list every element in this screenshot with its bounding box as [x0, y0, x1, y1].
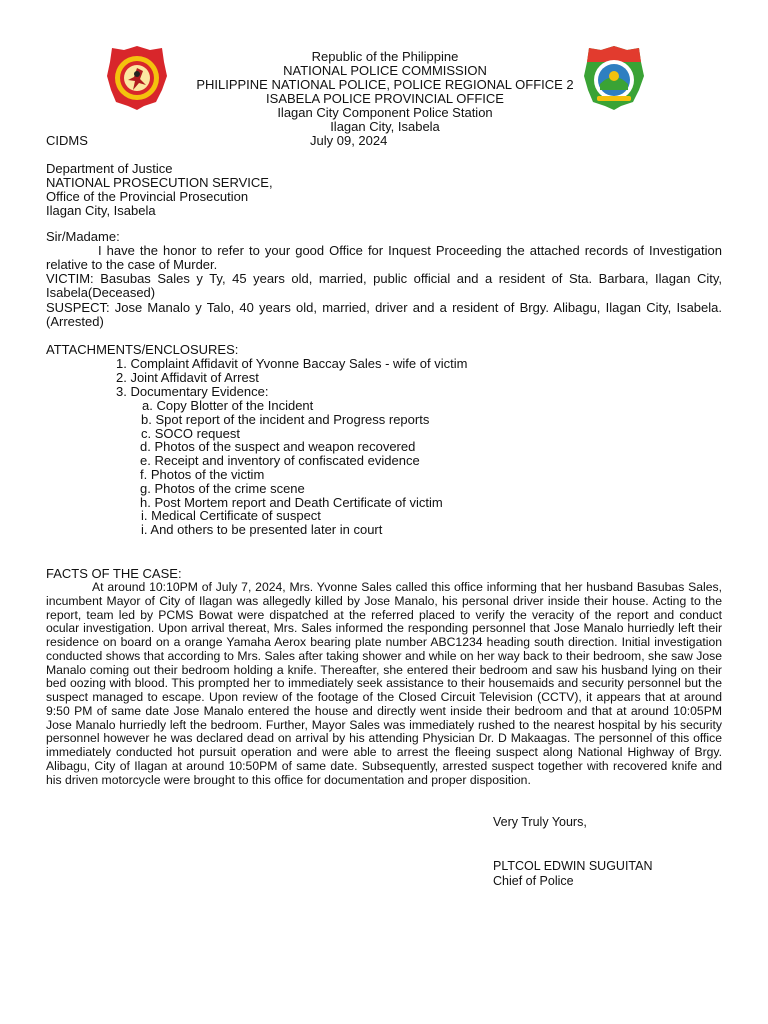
- facts-heading: FACTS OF THE CASE:: [46, 566, 182, 581]
- addressee-line: Office of the Provincial Prosecution: [46, 189, 249, 204]
- addressee-block: [46, 162, 722, 218]
- list-item: 3. Documentary Evidence:: [116, 384, 269, 399]
- attachments-list: [116, 357, 467, 399]
- letterhead-line: NATIONAL POLICE COMMISSION: [283, 63, 487, 78]
- signatory-title: Chief of Police: [493, 874, 574, 888]
- letterhead: [150, 50, 620, 134]
- list-item: h. Post Mortem report and Death Certificate of victim: [140, 494, 443, 510]
- intro-paragraph: I have the honor to refer to your good Office for Inquest Proceeding the attached records of Investigation relative to the case of Murder.: [46, 243, 722, 272]
- letterhead-line: Ilagan City, Isabela: [330, 119, 440, 134]
- facts-paragraph: At around 10:10PM of July 7, 2024, Mrs. Yvonne Sales called this office informing that her husband Basubas Sales, incumbent Mayor of City of Ilagan was allegedly killed by Jose Manalo, his personal driver inside their house. Acting to the report, team led by PCMS Bowat were dispatched at the referred placed to verify the veracity of the report and conduct ocular investigation. Upon arrival thereat, Mrs. Sales informed the responding personnel that Jose Manalo hurriedly left their residence on board on a orange Yamaha Aerox bearing plate number ABC1234 heading south direction. Initial investigation conducted shows that according to Mrs. Sales after taking shower and while on her way back to their bedroom, she saw Jose Manalo coming out their bedroom holding a knife. Thereafter, she entered their bedroom and saw his husband lying on their bed oozing with blood. This prompted her to immediately seek assistance to their housemaids and security personnel but the suspect managed to escape. Upon review of the footage of the Closed Circuit Television (CCTV), it appears that at around 9:50 PM of same date Jose Manalo entered the house and directly went inside their bedroom and that at around 10:05PM Jose Manalo hurriedly left the bedroom. Further, Mayor Sales was immediately rushed to the nearest hospital by his security personnel however he was declared dead on arrival by his attending Physician Dr. D Makaagas. The personnel of this office immediately conducted hot pursuit operation and were able to arrest the fleeing suspect along National Highway of Brgy. Alibagu, City of Ilagan at around 10:50PM of same date. Subsequently, arrested suspect together with recovered knife and his driven motorcycle were brought to this office for documentation and proper disposition.: [46, 580, 722, 787]
- list-item: i. And others to be presented later in court: [141, 522, 383, 538]
- addressee-line: Department of Justice: [46, 161, 173, 176]
- list-item: b. Spot report of the incident and Progress reports: [141, 411, 430, 427]
- signatory-name: PLTCOL EDWIN SUGUITAN: [493, 859, 653, 873]
- evidence-list: [140, 399, 443, 537]
- list-item: g. Photos of the crime scene: [140, 480, 305, 496]
- addressee-line: Ilagan City, Isabela: [46, 203, 156, 218]
- letterhead-line: PHILIPPINE NATIONAL POLICE, POLICE REGIONAL OFFICE 2: [196, 77, 574, 92]
- letterhead-line: ISABELA POLICE PROVINCIAL OFFICE: [266, 91, 504, 106]
- list-item: c. SOCO request: [141, 425, 240, 441]
- list-item: e. Receipt and inventory of confiscated evidence: [140, 453, 420, 469]
- suspect-details: SUSPECT: Jose Manalo y Talo, 40 years old, married, driver and a resident of Brgy. Alibagu, Ilagan City, Isabela. (Arrested): [46, 300, 722, 329]
- list-item: a. Copy Blotter of the Incident: [142, 398, 314, 413]
- closing-line: Very Truly Yours,: [493, 815, 587, 829]
- addressee-line: NATIONAL PROSECUTION SERVICE,: [46, 175, 273, 190]
- letterhead-line: Ilagan City Component Police Station: [277, 105, 493, 120]
- attachments-heading: ATTACHMENTS/ENCLOSURES:: [46, 342, 239, 357]
- letterhead-line: Republic of the Philippine: [311, 49, 459, 64]
- list-item: 2. Joint Affidavit of Arrest: [116, 370, 259, 385]
- list-item: f. Photos of the victim: [140, 466, 265, 482]
- salutation: Sir/Madame:: [46, 229, 120, 244]
- list-item: d. Photos of the suspect and weapon recovered: [140, 439, 416, 455]
- victim-details: VICTIM: Basubas Sales y Ty, 45 years old, married, public official and a resident of Sta. Barbara, Ilagan City, Isabela(Deceased): [46, 271, 722, 300]
- letter-date: July 09, 2024: [310, 133, 388, 148]
- list-item: i. Medical Certificate of suspect: [141, 508, 321, 524]
- list-item: 1. Complaint Affidavit of Yvonne Baccay Sales - wife of victim: [116, 356, 468, 371]
- reference-code: CIDMS: [46, 133, 88, 148]
